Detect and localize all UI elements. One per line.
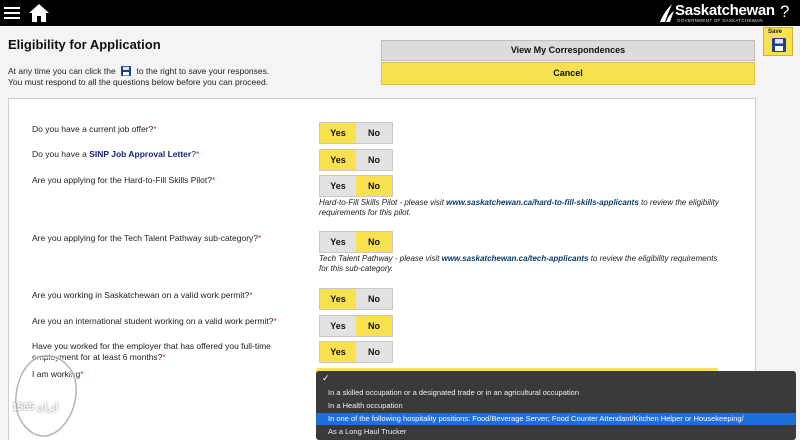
- question-text-line1: Have you worked for the employer that has offered you full-time: [32, 341, 271, 351]
- question-text: Are you applying for the Hard-to-Fill Skills Pilot?: [32, 175, 212, 185]
- note-text-end: to review the eligibility requirements for this sub-category.: [319, 254, 718, 273]
- watermark-emblem-icon: [6, 352, 86, 440]
- save-button[interactable]: [763, 27, 793, 56]
- no-button[interactable]: No: [356, 232, 392, 252]
- question-international-student: Are you an international student working on a valid work permit?*: [32, 316, 277, 326]
- saskatchewan-logo: [655, 1, 773, 25]
- sinp-letter-toggle: [319, 149, 393, 171]
- six-months-toggle: [319, 341, 393, 363]
- floppy-disk-icon: [121, 66, 131, 76]
- note-text: Hard-to-Fill Skills Pilot - please visit: [319, 198, 447, 207]
- question-text: Do you have a current job offer?: [32, 124, 154, 134]
- question-job-offer: Do you have a current job offer?*: [32, 124, 157, 134]
- help-icon[interactable]: ?: [780, 2, 790, 21]
- question-text: Are you applying for the Tech Talent Pathway sub-category?: [32, 233, 259, 243]
- floppy-disk-icon: [772, 38, 786, 52]
- working-dropdown-menu: [316, 371, 796, 440]
- question-tech-talent: Are you applying for the Tech Talent Pathway sub-category?*: [32, 233, 262, 243]
- home-icon[interactable]: [28, 3, 50, 23]
- cancel-button[interactable]: Cancel: [381, 62, 755, 85]
- international-student-toggle: [319, 315, 393, 337]
- question-working: I am working*: [32, 369, 84, 379]
- question-text: employment for at least 6 months?: [32, 352, 163, 362]
- dropdown-option-hospitality[interactable]: In one of the following hospitality positions: Food/Beverage Server; Food Counter Attendant/Kitchen Helper or Housekeeping/: [316, 413, 796, 425]
- watermark-logo: [6, 352, 86, 440]
- menu-icon[interactable]: [4, 4, 20, 22]
- yes-button[interactable]: Yes: [320, 342, 356, 362]
- dropdown-option-skilled[interactable]: In a skilled occupation or a designated trade or in an agricultural occupation: [328, 388, 579, 397]
- yes-button[interactable]: Yes: [320, 232, 356, 252]
- yes-button[interactable]: Yes: [320, 316, 356, 336]
- save-label: Save: [768, 29, 783, 35]
- top-bar: [0, 0, 800, 26]
- sinp-letter-link[interactable]: SINP Job Approval Letter: [89, 149, 192, 159]
- question-work-permit: Are you working in Saskatchewan on a valid work permit?*: [32, 290, 253, 300]
- hard-to-fill-link[interactable]: www.saskatchewan.ca/hard-to-fill-skills-applicants: [446, 198, 639, 207]
- note-text-end: to review the eligibility requirements for this pilot.: [319, 198, 719, 217]
- work-permit-toggle: [319, 288, 393, 310]
- question-six-months: Have you worked for the employer that has offered you full-time employment for at least 6 months?*: [32, 341, 271, 362]
- yes-button[interactable]: Yes: [320, 123, 356, 143]
- no-button[interactable]: No: [356, 150, 392, 170]
- intro-line1-b: to the right to save your responses.: [136, 66, 270, 76]
- question-text: Are you an international student working on a valid work permit?: [32, 316, 274, 326]
- dropdown-option-health[interactable]: In a Health occupation: [328, 401, 403, 410]
- tech-talent-link[interactable]: www.saskatchewan.ca/tech-applicants: [441, 254, 589, 263]
- wheat-logo-icon: [657, 3, 675, 23]
- question-hard-to-fill: Are you applying for the Hard-to-Fill Skills Pilot?*: [32, 175, 216, 185]
- question-text: Do you have a: [32, 149, 90, 159]
- tech-talent-note: [319, 254, 719, 274]
- yes-button[interactable]: Yes: [320, 176, 356, 196]
- brand-subtitle: GOVERNMENT OF SASKATCHEWAN: [677, 18, 763, 23]
- question-text-after: ?: [191, 149, 196, 159]
- dropdown-option-trucker[interactable]: As a Long Haul Trucker: [328, 427, 407, 436]
- intro-text: [8, 66, 269, 88]
- hard-to-fill-toggle: [319, 175, 393, 197]
- tech-talent-toggle: [319, 231, 393, 253]
- question-text: Are you working in Saskatchewan on a valid work permit?: [32, 290, 250, 300]
- page-title: Eligibility for Application: [8, 37, 161, 52]
- job-offer-toggle: [319, 122, 393, 144]
- question-sinp-letter: Do you have a SINP Job Approval Letter?*: [32, 149, 200, 159]
- intro-line1-a: At any time you can click the: [8, 66, 116, 76]
- view-correspondences-button[interactable]: View My Correspondences: [381, 40, 755, 61]
- working-label: I am working: [32, 369, 81, 379]
- yes-button[interactable]: Yes: [320, 150, 356, 170]
- no-button[interactable]: No: [356, 289, 392, 309]
- checkmark-icon: ✓: [322, 373, 330, 383]
- no-button[interactable]: No: [356, 342, 392, 362]
- brand-name: Saskatchewan: [675, 2, 775, 19]
- note-text: Tech Talent Pathway - please visit: [319, 254, 442, 263]
- no-button[interactable]: No: [356, 176, 392, 196]
- watermark-text: ایران 1585: [12, 402, 59, 413]
- yes-button[interactable]: Yes: [320, 289, 356, 309]
- hard-to-fill-note: [319, 198, 719, 218]
- no-button[interactable]: No: [356, 316, 392, 336]
- intro-line2: You must respond to all the questions below before you can proceed.: [8, 77, 269, 87]
- no-button[interactable]: No: [356, 123, 392, 143]
